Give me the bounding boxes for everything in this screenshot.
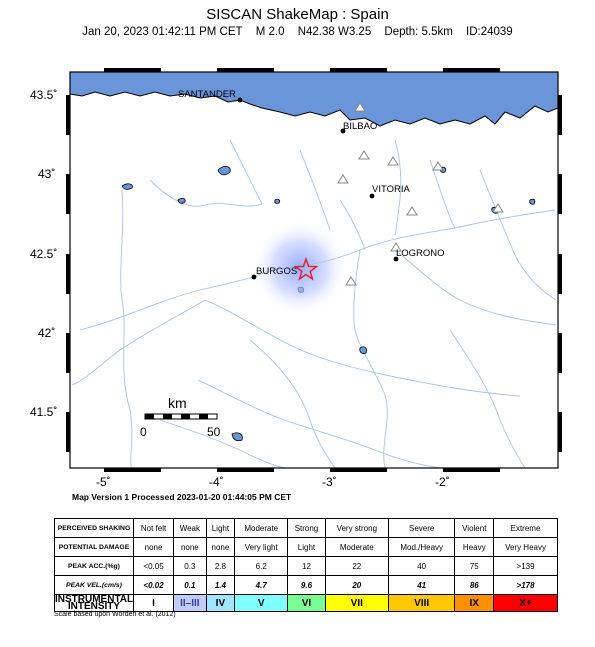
y-tick-43-5: 43.5˚ bbox=[30, 88, 58, 102]
legend-cell: 2.8 bbox=[206, 557, 235, 576]
scale-credit: Scale based upon Worden et al. (2012) bbox=[54, 611, 176, 618]
legend-row-velocity bbox=[55, 576, 558, 595]
legend-cell: 86 bbox=[455, 576, 494, 595]
city-marker-santander bbox=[238, 98, 243, 103]
legend-cell: 22 bbox=[325, 557, 388, 576]
scale-start: 0 bbox=[140, 425, 147, 439]
city-label-vitoria: VITORIA bbox=[372, 184, 410, 195]
event-id: ID:24039 bbox=[466, 26, 513, 38]
legend-cell: 9.6 bbox=[288, 576, 325, 595]
legend-cell: Mod./Heavy bbox=[388, 538, 455, 557]
y-tick-41-5: 41.5˚ bbox=[30, 405, 58, 419]
legend-cell: >178 bbox=[494, 576, 558, 595]
legend-cell: X+ bbox=[494, 595, 558, 612]
legend-row-label: INSTRUMENTAL INTENSITY bbox=[55, 594, 134, 612]
legend-cell: >139 bbox=[494, 557, 558, 576]
legend-cell: Moderate bbox=[235, 519, 288, 538]
event-location: N42.38 W3.25 bbox=[297, 26, 372, 38]
city-label-bilbao: BILBAO bbox=[343, 121, 378, 132]
y-tick-42: 42˚ bbox=[38, 326, 56, 340]
legend-cell: Very Heavy bbox=[494, 538, 558, 557]
legend-cell: 1.4 bbox=[206, 576, 235, 595]
city-label-santander: SANTANDER bbox=[178, 89, 236, 100]
legend-cell: VIII bbox=[388, 595, 455, 612]
city-label-burgos: BURGOS bbox=[256, 266, 298, 277]
processing-info: Map Version 1 Processed 2023-01-20 01:44:05 PM CET bbox=[72, 492, 292, 502]
legend-cell: VII bbox=[325, 595, 388, 612]
legend-cell: 4.7 bbox=[235, 576, 288, 595]
legend-cell: Not felt bbox=[133, 519, 173, 538]
legend-cell: 12 bbox=[288, 557, 325, 576]
scale-end: 50 bbox=[207, 425, 221, 439]
intensity-legend bbox=[54, 518, 558, 612]
map-title: SISCAN ShakeMap : Spain bbox=[206, 6, 389, 23]
legend-cell: none bbox=[133, 538, 173, 557]
legend-cell: 41 bbox=[388, 576, 455, 595]
legend-cell: none bbox=[174, 538, 206, 557]
legend-cell: Light bbox=[288, 538, 325, 557]
event-depth: Depth: 5.5km bbox=[384, 26, 453, 38]
x-tick-minus2: -2˚ bbox=[435, 475, 450, 489]
legend-cell: V bbox=[235, 595, 288, 612]
legend-cell: Severe bbox=[388, 519, 455, 538]
legend-row-damage bbox=[55, 538, 558, 557]
legend-cell: none bbox=[206, 538, 235, 557]
legend-cell: Light bbox=[206, 519, 235, 538]
legend-cell: IX bbox=[455, 595, 494, 612]
legend-cell: 0.3 bbox=[174, 557, 206, 576]
legend-cell: <0.02 bbox=[133, 576, 173, 595]
legend-cell: 40 bbox=[388, 557, 455, 576]
legend-cell: Strong bbox=[288, 519, 325, 538]
legend-cell: 6.2 bbox=[235, 557, 288, 576]
legend-cell: II–III bbox=[174, 595, 206, 612]
legend-cell: 20 bbox=[325, 576, 388, 595]
legend-row-label: PEAK VEL.(cm/s) bbox=[55, 576, 134, 595]
event-date: Jan 20, 2023 01:42:11 PM CET bbox=[82, 26, 243, 38]
legend-row-shaking bbox=[55, 519, 558, 538]
legend-cell: Very light bbox=[235, 538, 288, 557]
legend-cell: Moderate bbox=[325, 538, 388, 557]
event-magnitude: M 2.0 bbox=[255, 26, 285, 38]
x-tick-minus3: -3˚ bbox=[322, 475, 337, 489]
legend-cell: 0.1 bbox=[174, 576, 206, 595]
x-tick-minus4: -4˚ bbox=[209, 475, 224, 489]
y-tick-43: 43˚ bbox=[38, 167, 56, 181]
legend-cell: VI bbox=[288, 595, 325, 612]
scale-unit: km bbox=[168, 395, 187, 411]
legend-cell: Heavy bbox=[455, 538, 494, 557]
legend-row-acceleration bbox=[55, 557, 558, 576]
legend-row-label: PERCEIVED SHAKING bbox=[55, 519, 134, 538]
legend-cell: Very strong bbox=[325, 519, 388, 538]
legend-cell: <0.05 bbox=[133, 557, 173, 576]
legend-cell: Extreme bbox=[494, 519, 558, 538]
city-label-logrono: LOGRONO bbox=[396, 248, 445, 259]
legend-cell: IV bbox=[206, 595, 235, 612]
legend-cell: I bbox=[133, 595, 173, 612]
legend-row-intensity bbox=[55, 595, 558, 612]
legend-row-label: POTENTIAL DAMAGE bbox=[55, 538, 134, 557]
legend-cell: Violent bbox=[455, 519, 494, 538]
x-tick-minus5: -5˚ bbox=[96, 475, 111, 489]
legend-cell: 75 bbox=[455, 557, 494, 576]
y-tick-42-5: 42.5˚ bbox=[30, 247, 58, 261]
legend-row-label: PEAK ACC.(%g) bbox=[55, 557, 134, 576]
legend-cell: Weak bbox=[174, 519, 206, 538]
